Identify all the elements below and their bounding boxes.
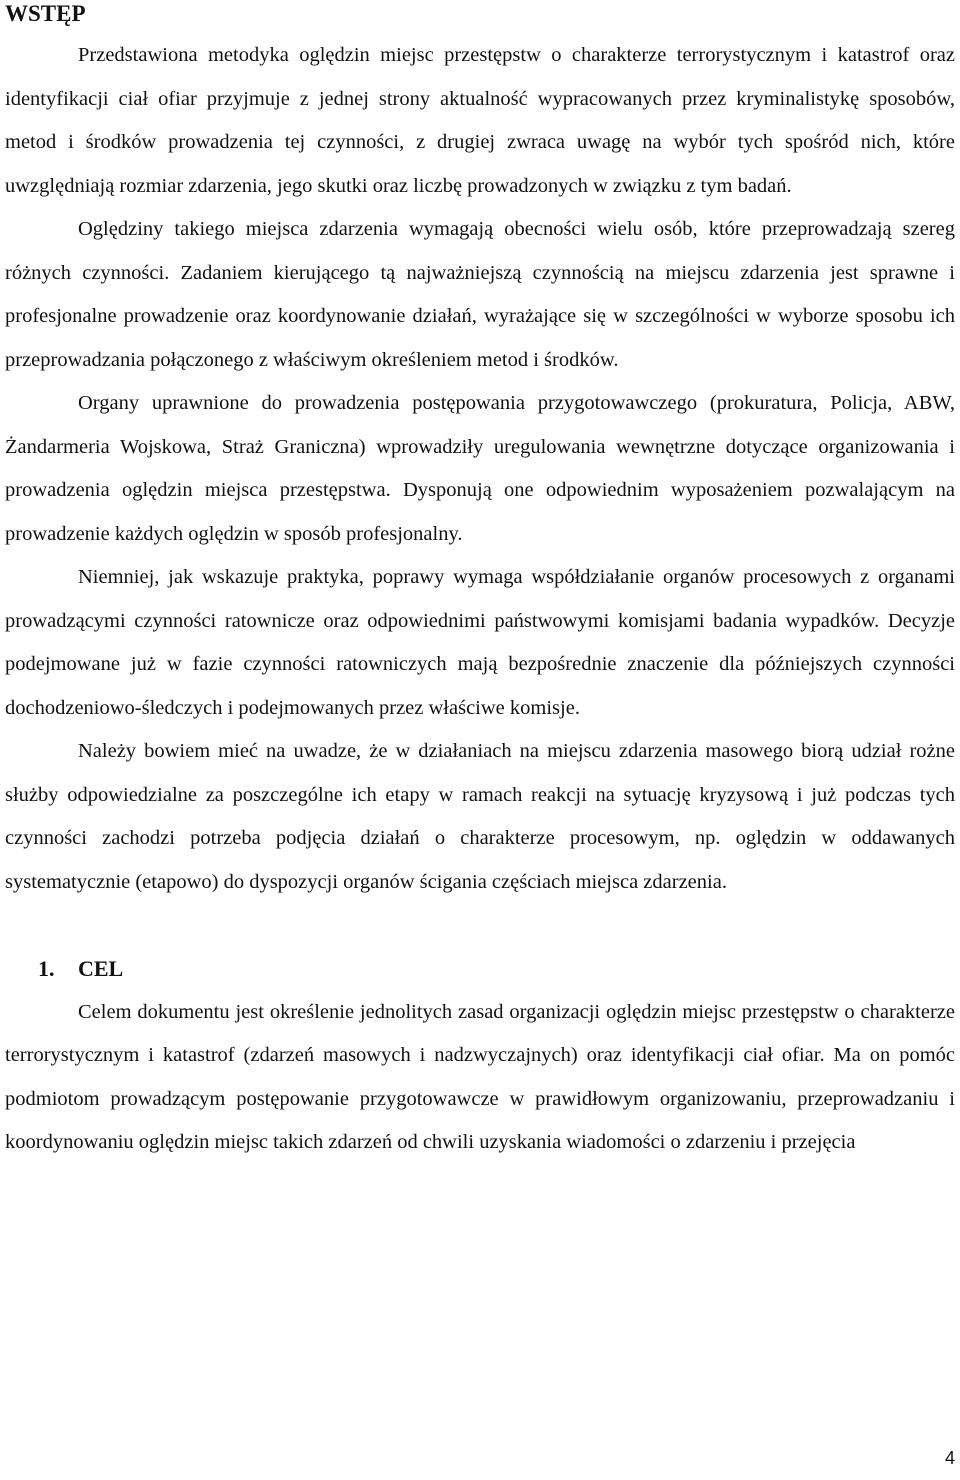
section-heading-title: CEL [78, 956, 124, 981]
document-page [5, 0, 955, 1165]
paragraph-3: Organy uprawnione do prowadzenia postępowania przygotowawczego (prokuratura, Policja, ABW, Żandarmeria Wojskowa, Straż Graniczna) wprowadziły uregulowania wewnętrzne dotyczące organizowania i prowadzenia oględzin miejsca przestępstwa. Dysponują one odpowiednim wyposażeniem pozwalającym na prowadzenie każdych oględzin w sposób profesjonalny. [5, 392, 955, 545]
paragraph-5: Należy bowiem mieć na uwadze, że w działaniach na miejscu zdarzenia masowego biorą udział rożne służby odpowiedzialne za poszczególne ich etapy w ramach reakcji na sytuację kryzysową i już podczas tych czynności zachodzi potrzeba podjęcia działań o charakterze procesowym, np. oględzin w oddawanych systematycznie (etapowo) do dyspozycji organów ścigania częściach miejsca zdarzenia. [5, 740, 955, 893]
page-number: 4 [944, 1448, 955, 1468]
paragraph-4: Niemniej, jak wskazuje praktyka, poprawy wymaga współdziałanie organów procesowych z organami prowadzącymi czynności ratownicze oraz odpowiednimi państwowymi komisjami badania wypadków. Decyzje podejmowane już w fazie czynności ratowniczych mają bezpośrednie znaczenie dla późniejszych czynności dochodzeniowo-śledczych i podejmowanych przez właściwe komisje. [5, 566, 955, 719]
section-title-wstep: WSTĘP [5, 1, 86, 26]
section-paragraph: Celem dokumentu jest określenie jednolitych zasad organizacji oględzin miejsc przestępstw o charakterze terrorystycznym i katastrof (zdarzeń masowych i nadzwyczajnych) oraz identyfikacji ciał ofiar. Ma on pomóc podmiotom prowadzącym postępowanie przygotowawcze w prawidłowym organizowaniu, przeprowadzaniu i koordynowaniu oględzin miejsc takich zdarzeń od chwili uzyskania wiadomości o zdarzeniu i przejęcia [5, 1000, 955, 1153]
section-number: 1. [38, 956, 55, 981]
paragraph-2: Oględziny takiego miejsca zdarzenia wymagają obecności wielu osób, które przeprowadzają szereg różnych czynności. Zadaniem kierującego tą najważniejszą czynnością na miejscu zdarzenia jest sprawne i profesjonalne prowadzenie oraz koordynowanie działań, wyrażające się w szczególności w wyborze sposobu ich przeprowadzania połączonego z właściwym określeniem metod i środków. [5, 218, 955, 371]
paragraph-1: Przedstawiona metodyka oględzin miejsc przestępstw o charakterze terrorystycznym i katastrof oraz identyfikacji ciał ofiar przyjmuje z jednej strony aktualność wypracowanych przez kryminalistykę sposobów, metod i środków prowadzenia tej czynności, z drugiej zwraca uwagę na wybór tych spośród nich, które uwzględniają rozmiar zdarzenia, jego skutki oraz liczbę prowadzonych w związku z tym badań. [5, 44, 955, 197]
section-heading-cel [5, 947, 955, 991]
